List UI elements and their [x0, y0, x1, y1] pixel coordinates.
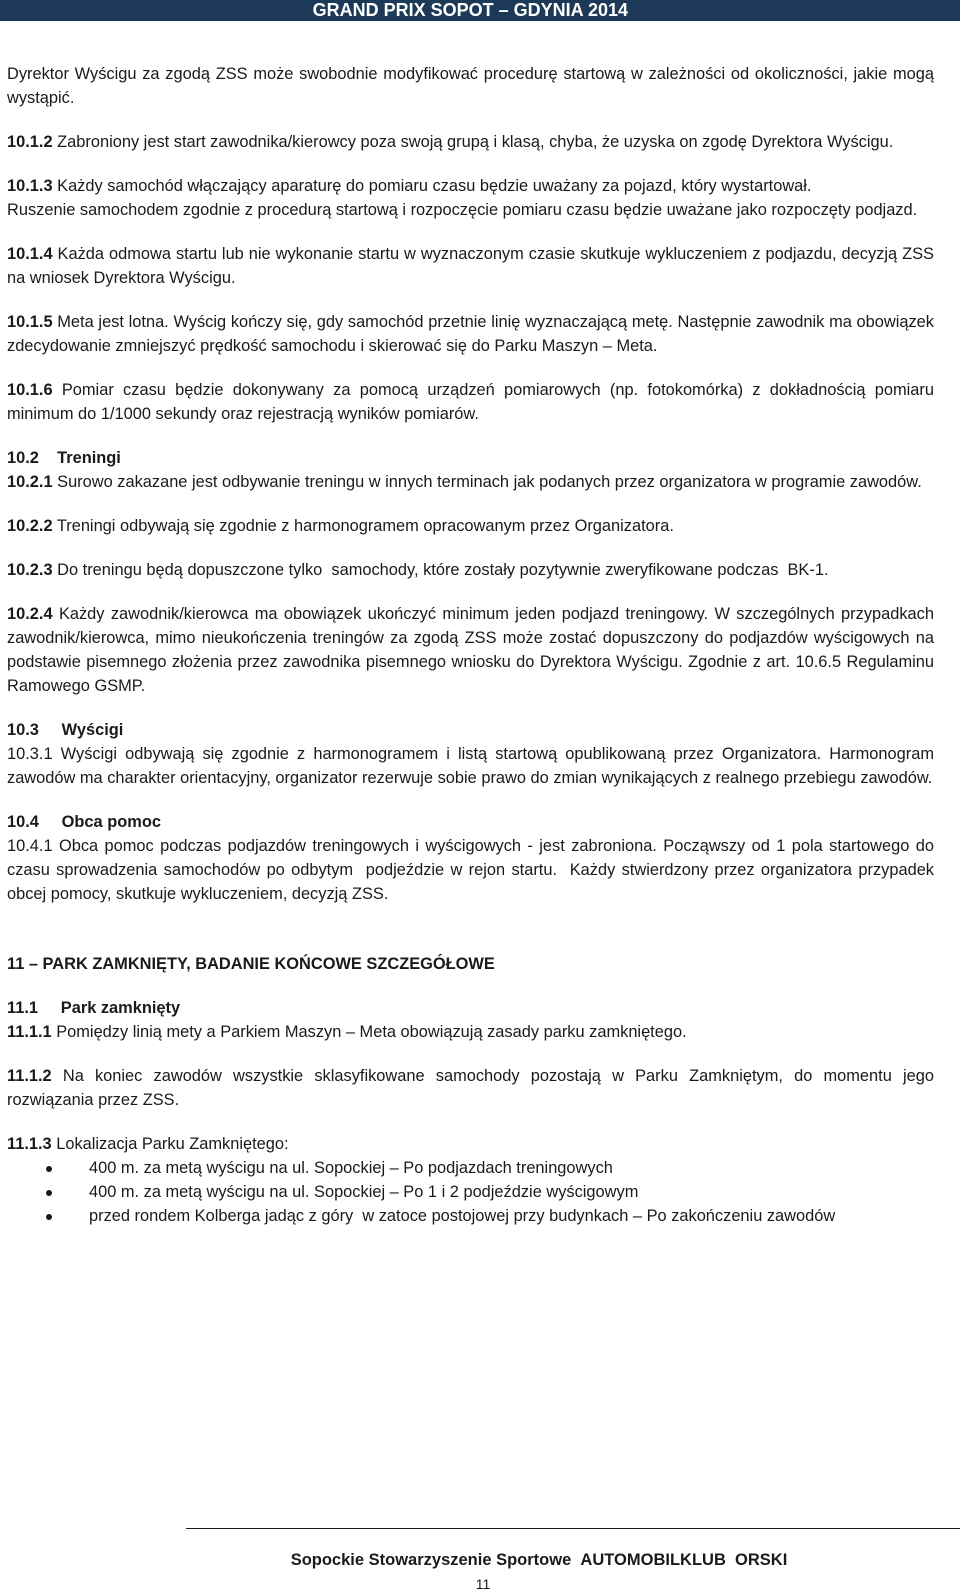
footer-organization: Sopockie Stowarzyszenie Sportowe AUTOMOBILKLUB ORSKI: [290, 1551, 788, 1569]
page-number: 11: [475, 1576, 491, 1592]
paragraph: [7, 174, 934, 198]
bullet-icon: [46, 1166, 52, 1172]
paragraph: [7, 742, 934, 790]
document-body: [7, 62, 934, 1228]
paragraph: [7, 310, 934, 358]
bullet-icon: [46, 1214, 52, 1220]
paragraph: [7, 834, 934, 906]
location-list: [7, 1156, 934, 1228]
footer: [0, 1549, 960, 1571]
clause-number: 11.1.1: [7, 1023, 52, 1041]
paragraph-text: Dyrektor Wyścigu za zgodą ZSS może swobodnie modyfikować procedurę startową w zależności od okoliczności, jakie mogą wystąpić.: [7, 65, 934, 107]
paragraph-text: Meta jest lotna. Wyścig kończy się, gdy samochód przetnie linię wyznaczającą metę. Następnie zawodnik ma obowiązek zdecydowanie zmniejszyć prędkość samochodu i skierować się do Parku Maszyn – Meta.: [7, 313, 934, 355]
paragraph: [7, 514, 934, 538]
list-item: [7, 1204, 934, 1228]
list-item-text: przed rondem Kolberga jadąc z góry w zatoce postojowej przy budynkach – Po zakończeniu zawodów: [89, 1207, 836, 1225]
clause-number: 10.1.2: [7, 133, 53, 151]
clause-number: 10.2.2: [7, 517, 53, 535]
section-heading: 10.3 Wyścigi: [7, 721, 124, 739]
header-bar: [0, 0, 960, 21]
clause-number: 10.1.5: [7, 313, 53, 331]
paragraph: [7, 602, 934, 698]
clause-number: 10.1.6: [7, 381, 53, 399]
paragraph-text: 10.4.1 Obca pomoc podczas podjazdów treningowych i wyścigowych - jest zabroniona. Począwszy od 1 pola startowego do czasu sprowadzenia samochodów po odbytym podjeździe w rejon startu. Każdy stwierdzony przez organizatora przypadek obcej pomocy, skutkuje wykluczeniem, decyzją ZSS.: [7, 837, 934, 903]
paragraph-text: Ruszenie samochodem zgodnie z procedurą startową i rozpoczęcie pomiaru czasu będzie uważane jako rozpoczęty podjazd.: [7, 201, 918, 219]
paragraph-text: Treningi odbywają się zgodnie z harmonogramem opracowanym przez Organizatora.: [52, 517, 674, 535]
document-title: GRAND PRIX SOPOT – GDYNIA 2014: [312, 0, 628, 20]
paragraph-text: Każdy zawodnik/kierowca ma obowiązek ukończyć minimum jeden podjazd treningowy. W szczególnych przypadkach zawodnik/kierowca, mimo nieukończenia treningów za zgodą ZSS może zostać dopuszczony do podjazdów wyścigowych na podstawie pisemnego złożenia przez zawodnika pisemnego wniosku do Dyrektora Wyścigu. Zgodnie z art. 10.6.5 Regulaminu Ramowego GSMP.: [7, 605, 934, 695]
paragraph-text: Każda odmowa startu lub nie wykonanie startu w wyznaczonym czasie skutkuje wykluczeniem z podjazdu, decyzją ZSS na wniosek Dyrektora Wyścigu.: [7, 245, 934, 287]
clause-number: 11.1.2: [7, 1067, 52, 1085]
list-item-text: 400 m. za metą wyścigu na ul. Sopockiej – Po podjazdach treningowych: [89, 1159, 613, 1177]
paragraph-text: Każdy samochód włączający aparaturę do pomiaru czasu będzie uważany za pojazd, który wystartował.: [52, 177, 812, 195]
chapter-heading: 11 – PARK ZAMKNIĘTY, BADANIE KOŃCOWE SZCZEGÓŁOWE: [7, 955, 495, 973]
paragraph: [7, 378, 934, 426]
paragraph: [7, 470, 934, 494]
paragraph-text: Do treningu będą dopuszczone tylko samochody, które zostały pozytywnie zweryfikowane podczas BK-1.: [52, 561, 829, 579]
paragraph: [7, 130, 934, 154]
paragraph-text: Zabroniony jest start zawodnika/kierowcy poza swoją grupą i klasą, chyba, że uzyska on zgodę Dyrektora Wyścigu.: [52, 133, 894, 151]
paragraph: [7, 242, 934, 290]
clause-number: 10.2.4: [7, 605, 53, 623]
list-item: [7, 1180, 934, 1204]
paragraph-text: Lokalizacja Parku Zamkniętego:: [51, 1135, 289, 1153]
section-heading: 10.2 Treningi: [7, 449, 121, 467]
section-heading: 10.4 Obca pomoc: [7, 813, 161, 831]
clause-number: 11.1.3: [7, 1135, 52, 1153]
bullet-icon: [46, 1190, 52, 1196]
paragraph: [7, 558, 934, 582]
paragraph: [7, 1132, 934, 1156]
section-heading: 11.1 Park zamknięty: [7, 999, 181, 1017]
clause-number: 10.1.4: [7, 245, 53, 263]
paragraph: [7, 1020, 934, 1044]
paragraph-text: Pomiar czasu będzie dokonywany za pomocą urządzeń pomiarowych (np. fotokomórka) z dokładnością pomiaru minimum do 1/1000 sekundy oraz rejestracją wyników pomiarów.: [7, 381, 934, 423]
clause-number: 10.2.3: [7, 561, 53, 579]
paragraph-text: Na koniec zawodów wszystkie sklasyfikowane samochody pozostają w Parku Zamkniętym, do momentu jego rozwiązania przez ZSS.: [7, 1067, 934, 1109]
paragraph: [7, 62, 934, 110]
footer-divider: [186, 1528, 960, 1529]
paragraph: [7, 1064, 934, 1112]
list-item: [7, 1156, 934, 1180]
paragraph-text: 10.3.1 Wyścigi odbywają się zgodnie z harmonogramem i listą startową opublikowaną przez Organizatora. Harmonogram zawodów ma charakter orientacyjny, organizator rezerwuje sobie prawo do zmian wynikających z realnego przebiegu zawodów.: [7, 745, 934, 787]
paragraph-text: Pomiędzy linią mety a Parkiem Maszyn – Meta obowiązują zasady parku zamkniętego.: [51, 1023, 687, 1041]
paragraph: [7, 198, 934, 222]
clause-number: 10.2.1: [7, 473, 53, 491]
paragraph-text: Surowo zakazane jest odbywanie treningu w innych terminach jak podanych przez organizatora w programie zawodów.: [52, 473, 922, 491]
list-item-text: 400 m. za metą wyścigu na ul. Sopockiej – Po 1 i 2 podjeździe wyścigowym: [89, 1183, 639, 1201]
clause-number: 10.1.3: [7, 177, 53, 195]
